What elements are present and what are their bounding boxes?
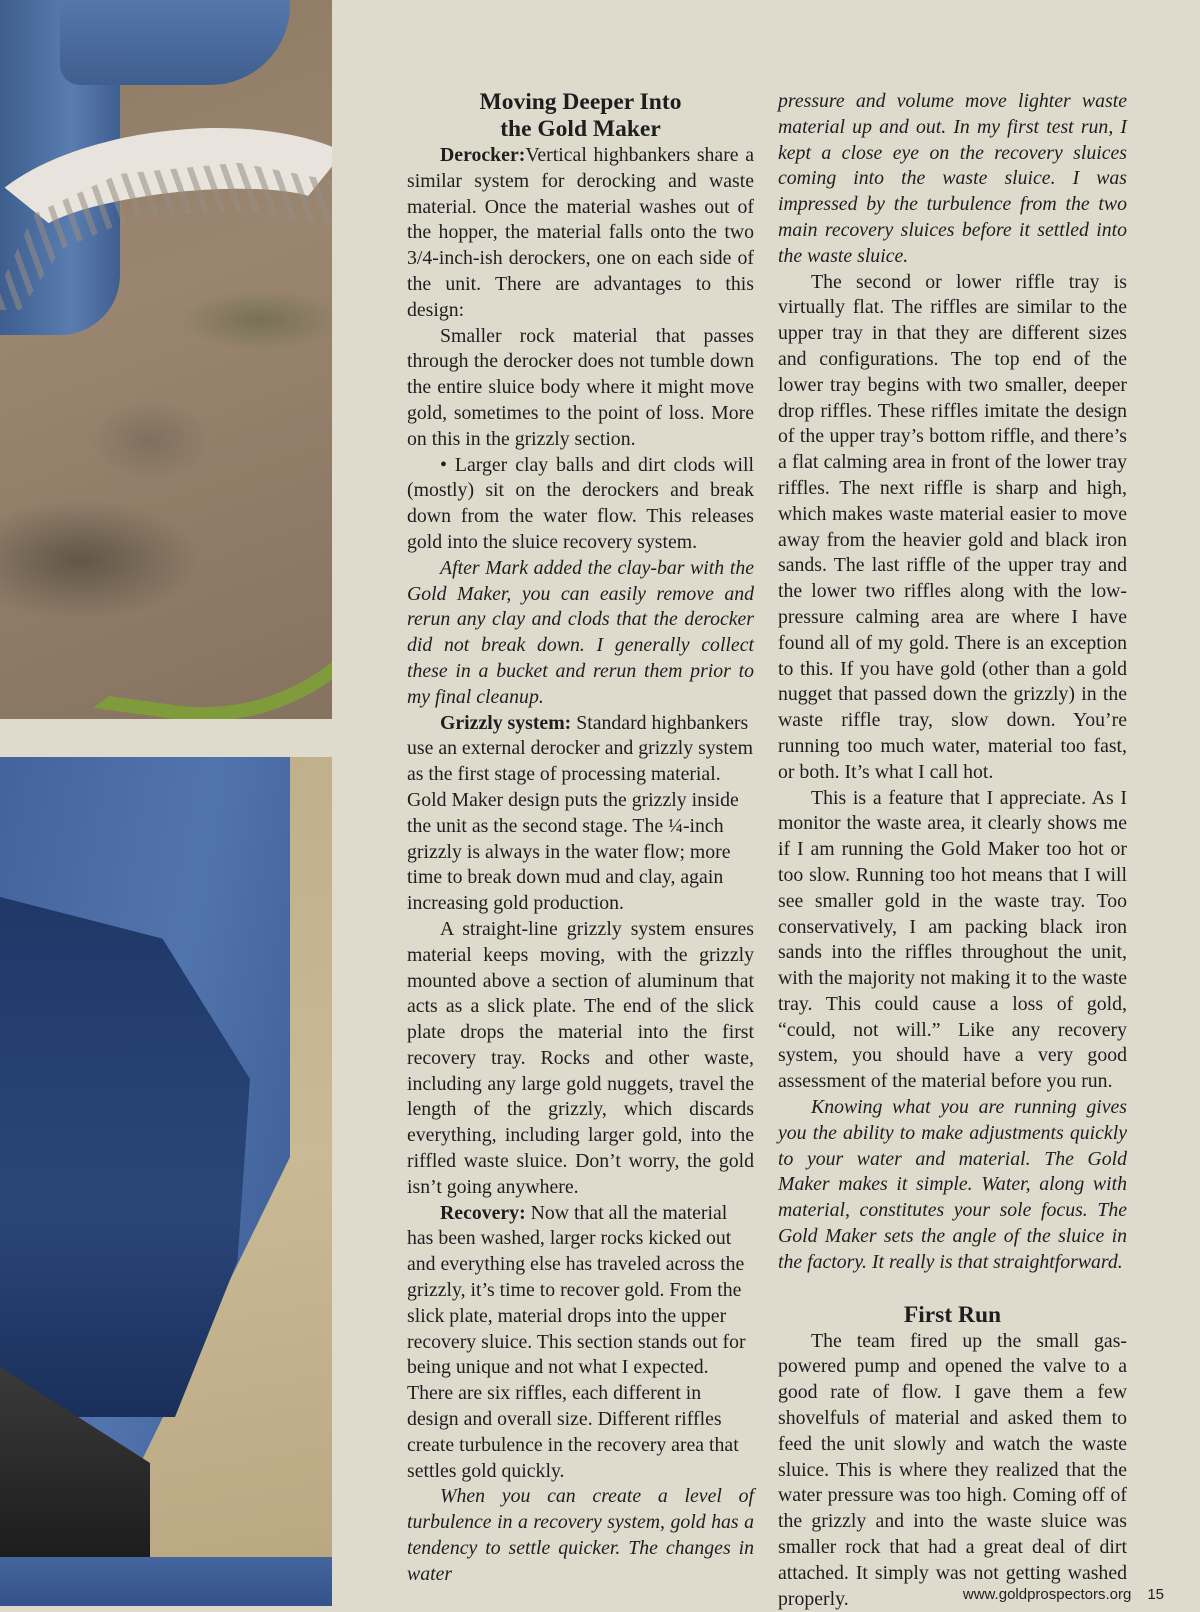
paragraph-text: Now that all the material has been washed, larger rocks kicked out and everything else has traveled across the grizzly, it’s time to recover gold. From the slick plate, material drops into the upper recovery sluice. This section stands out for being unique and not what I expected. There are six riffles, each different in design and overall size. Different riffles create turbulence in the recovery area that settles gold quickly. [407,1201,746,1482]
lead-recovery: Recovery: [440,1201,526,1224]
lead-derocker: Derocker: [440,144,526,166]
green-hose-shape [93,450,332,719]
photo-blue-bin [0,757,332,1606]
section-heading-first-run: First Run [903,1301,1002,1328]
paragraph: A straight-line grizzly system ensures material keeps moving, with the grizzly mounted above a section of aluminum that acts as a slick plate. The end of the slick plate drops the material into the first recovery tray. Rocks and other waste, including any large gold nuggets, travel the length of the grizzly, which discards everything, including larger gold, into the riffled waste sluice. Don’t worry, the gold isn’t going anywhere. [407,917,754,1198]
paragraph-grizzly [407,711,754,917]
photo-sluice-hoses [0,0,332,719]
paragraph: This is a feature that I appreciate. As I monitor the waste area, it clearly shows me if I am running the Gold Maker too hot or too slow. Running too hot means that I will see smaller gold in the waste tray. Too conservatively, I am packing black iron sands into the riffles throughout the unit, with the majority not making it to the waste tray. This could cause a loss of gold, “could, not will.” Like any recovery system, you should have a very good assessment of the material before you run. [778,786,1127,1093]
italic-paragraph: After Mark added the clay-bar with the Gold Maker, you can easily remove and rerun any clay and clods that the derocker did not break down. I generally collect these in a bucket and rerun them prior to my final cleanup. [407,556,754,708]
bin-rim-shape [0,1557,332,1606]
paragraph-recovery [407,1201,754,1485]
article-column-left [407,89,754,1588]
bullet-paragraph: • Larger clay balls and dirt clods will (mostly) sit on the derockers and break down from the water flow. This releases gold into the sluice recovery system. [407,453,754,553]
italic-paragraph: Knowing what you are running gives you the ability to make adjustments quickly to your water and material. The Gold Maker makes it simple. Water, along with material, constitutes your sole focus. The Gold Maker sets the angle of the sluice in the factory. It really is that straightforward. [778,1096,1127,1273]
section-heading [407,89,754,143]
heading-line-2: the Gold Maker [500,116,661,142]
paragraph: The team fired up the small gas-powered pump and opened the valve to a good rate of flow. I gave them a few shovelfuls of material and asked them to feed the unit slowly and watch the waste sluice. This is where they realized that the water pressure was too high. Coming off of the grizzly and into the waste sluice was smaller rock that had a great deal of dirt attached. It simply was not getting washed properly. [778,1329,1127,1610]
paragraph: The second or lower riffle tray is virtually flat. The riffles are similar to the upper tray in that they are different sizes and configurations. The top end of the lower tray begins with two smaller, deeper drop riffles. These riffles imitate the design of the upper tray’s bottom riffle, and there’s a flat calming area in front of the lower tray riffles. The next riffle is sharp and high, which makes waste material easier to move away from the heavier gold and black iron sands. The last riffle of the upper tray and the lower two riffles along with the low-pressure calming area are where I have found all of my gold. There is an exception to this. If you have gold (other than a gold nugget that passed down the grizzly) in the waste riffle tray, slow down. You’re running too much water, material too fast, or both. It’s what I call hot. [778,270,1127,783]
page-number: 15 [1147,1586,1164,1603]
paragraph-text: Standard highbankers use an external derocker and grizzly system as the first stage of processing material. Gold Maker design puts the grizzly inside the unit as the second stage. The ¼-inch grizzly is always in the water flow; more time to break down mud and clay, again increasing gold production. [407,711,754,915]
page-footer [963,1586,1164,1603]
footer-website: www.goldprospectors.org [962,1586,1132,1603]
heading-line-1: Moving Deeper Into [479,89,682,115]
paragraph-text: Vertical highbankers share a similar system for derocking and waste material. Once the material washes out of the hopper, the material falls onto the two 3/4-inch-ish derockers, one on each side of the unit. There are advantages to this design: [407,144,754,321]
italic-paragraph: When you can create a level of turbulence in a recovery system, gold has a tendency to settle quicker. The changes in water [407,1485,754,1585]
italic-paragraph: pressure and volume move lighter waste material up and out. In my first test run, I kept a close eye on the recovery sluices coming into the waste sluice. I was impressed by the turbulence from the two main recovery sluices before it settled into the waste sluice. [778,90,1127,267]
article-column-right [778,89,1127,1612]
paragraph: Smaller rock material that passes through the derocker does not tumble down the entire sluice body where it might move gold, sometimes to the point of loss. More on this in the grizzly section. [407,324,754,450]
lead-grizzly: Grizzly system: [440,711,572,734]
blue-cap-shape [60,0,290,85]
paragraph-derocker [407,143,754,324]
